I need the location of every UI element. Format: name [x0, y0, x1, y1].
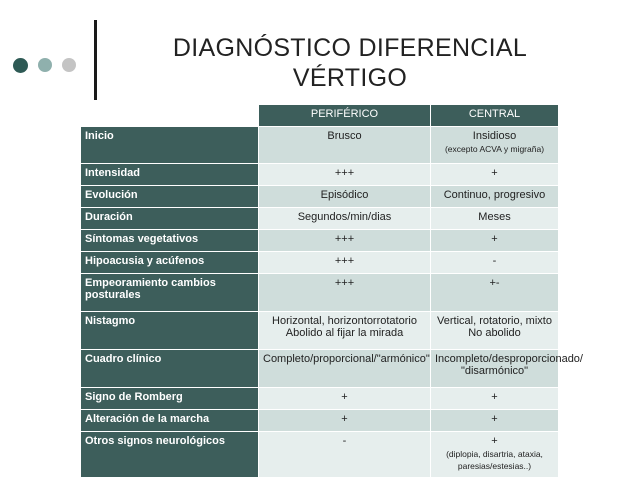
central-main: +	[491, 435, 498, 447]
differential-table	[80, 104, 583, 478]
row-label: Evolución	[81, 186, 259, 208]
peripheral-value: Horizontal, horizontorrotatorio Abolido al fijar la mirada	[259, 312, 431, 350]
vertical-divider	[94, 20, 97, 100]
row-label: Inicio	[81, 127, 259, 164]
row-label: Nistagmo	[81, 312, 259, 350]
central-value: Vertical, rotatorio, mixto No abolido	[431, 312, 559, 350]
peripheral-value: +++	[259, 164, 431, 186]
table-row	[81, 410, 559, 432]
gray-dot	[62, 58, 76, 72]
table-header-row	[81, 105, 559, 127]
row-label: Cuadro clínico	[81, 350, 259, 388]
peripheral-value: +++	[259, 274, 431, 312]
central-value: +	[431, 410, 559, 432]
decorative-dots	[13, 58, 76, 73]
central-note: (diplopia, disartria, ataxia, paresias/estesias..)	[446, 449, 543, 471]
central-value: +	[431, 164, 559, 186]
central-note: (excepto ACVA y migraña)	[444, 144, 545, 154]
table-row	[81, 186, 559, 208]
central-value: +-	[431, 274, 559, 312]
title-line-1: DIAGNÓSTICO DIFERENCIAL	[172, 34, 528, 62]
row-label: Signo de Romberg	[81, 388, 259, 410]
central-value: +	[431, 388, 559, 410]
row-label: Síntomas vegetativos	[81, 230, 259, 252]
peripheral-value: Segundos/min/dias	[259, 208, 431, 230]
table-row	[81, 312, 559, 350]
central-value	[431, 432, 559, 478]
central-value: -	[431, 252, 559, 274]
peripheral-value: +	[259, 388, 431, 410]
title-line-2: VÉRTIGO	[292, 64, 408, 92]
peripheral-value: Completo/proporcional/"armónico"	[259, 350, 431, 388]
row-label: Otros signos neurológicos	[81, 432, 259, 478]
central-value	[431, 127, 559, 164]
peripheral-value: +++	[259, 230, 431, 252]
table-row	[81, 388, 559, 410]
table-row	[81, 230, 559, 252]
table-row	[81, 274, 559, 312]
row-label: Duración	[81, 208, 259, 230]
peripheral-value: Episódico	[259, 186, 431, 208]
peripheral-value: -	[259, 432, 431, 478]
central-value: Continuo, progresivo	[431, 186, 559, 208]
table-row	[81, 432, 559, 478]
header-blank	[81, 105, 259, 127]
table-row	[81, 127, 559, 164]
slide-title	[130, 33, 570, 93]
table-row	[81, 164, 559, 186]
central-value: Meses	[431, 208, 559, 230]
header-peripheral: PERIFÉRICO	[259, 105, 431, 127]
central-value: Incompleto/desproporcionado/ "disarmónico"	[431, 350, 559, 388]
row-label: Intensidad	[81, 164, 259, 186]
table-row	[81, 208, 559, 230]
row-label: Hipoacusia y acúfenos	[81, 252, 259, 274]
table-row	[81, 350, 559, 388]
dark-teal-dot	[13, 58, 28, 73]
header-central: CENTRAL	[431, 105, 559, 127]
central-value: +	[431, 230, 559, 252]
peripheral-value: +++	[259, 252, 431, 274]
row-label: Empeoramiento cambios posturales	[81, 274, 259, 312]
row-label: Alteración de la marcha	[81, 410, 259, 432]
peripheral-value: +	[259, 410, 431, 432]
central-main: Insidioso	[472, 130, 517, 142]
light-teal-dot	[38, 58, 52, 72]
peripheral-value: Brusco	[259, 127, 431, 164]
table-row	[81, 252, 559, 274]
